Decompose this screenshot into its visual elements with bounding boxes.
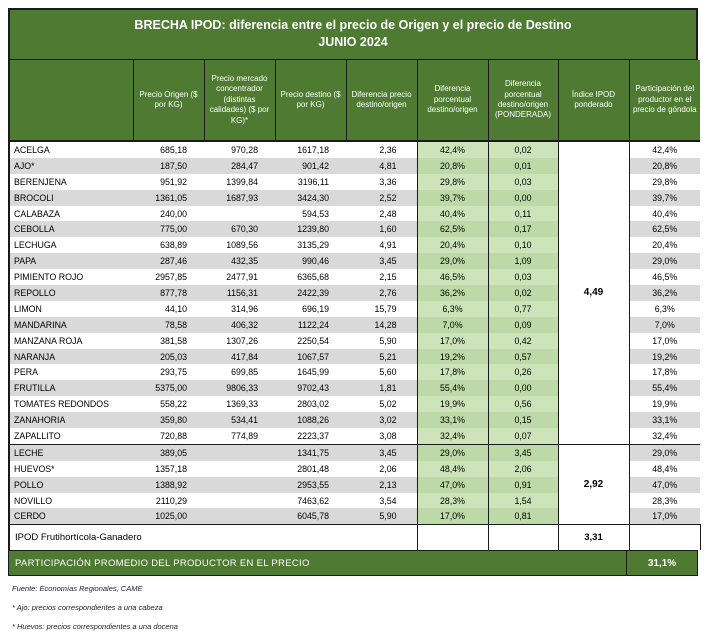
ipod-summary-row bbox=[10, 525, 700, 551]
participacion-cell: 20,4% bbox=[629, 237, 700, 253]
diferencia-ponderada-cell: 0,77 bbox=[488, 301, 558, 317]
diferencia-ponderada-cell: 0,10 bbox=[488, 237, 558, 253]
precio-mercado-cell bbox=[204, 477, 275, 493]
product-name-cell: LECHUGA bbox=[10, 237, 133, 253]
product-name-cell: POLLO bbox=[10, 477, 133, 493]
precio-mercado-cell: 1156,31 bbox=[204, 285, 275, 301]
precio-mercado-cell: 314,96 bbox=[204, 301, 275, 317]
precio-origen-cell: 877,78 bbox=[133, 285, 204, 301]
precio-origen-cell: 287,46 bbox=[133, 253, 204, 269]
table-summary bbox=[10, 525, 700, 551]
diferencia-ponderada-cell: 0,56 bbox=[488, 396, 558, 412]
product-name-cell: AJO* bbox=[10, 158, 133, 174]
participacion-cell: 39,7% bbox=[629, 190, 700, 206]
diferencia-ponderada-cell: 0,91 bbox=[488, 477, 558, 493]
precio-mercado-cell: 970,28 bbox=[204, 141, 275, 158]
precio-mercado-cell: 406,32 bbox=[204, 317, 275, 333]
product-name-cell: LECHE bbox=[10, 444, 133, 460]
diferencia-porcentual-cell: 42,4% bbox=[417, 141, 488, 158]
participacion-cell: 6,3% bbox=[629, 301, 700, 317]
participacion-cell: 19,9% bbox=[629, 396, 700, 412]
precio-destino-cell: 990,46 bbox=[275, 253, 346, 269]
diferencia-porcentual-cell: 36,2% bbox=[417, 285, 488, 301]
precio-origen-cell: 1361,05 bbox=[133, 190, 204, 206]
precio-origen-cell: 2110,29 bbox=[133, 493, 204, 509]
participacion-cell: 29,8% bbox=[629, 174, 700, 190]
diferencia-ponderada-cell: 0,81 bbox=[488, 508, 558, 524]
ipod-ganadero-index: 2,92 bbox=[558, 444, 629, 524]
column-header-3: Precio destino ($ por KG) bbox=[275, 60, 346, 141]
diferencia-porcentual-cell: 6,3% bbox=[417, 301, 488, 317]
diferencia-ponderada-cell: 0,02 bbox=[488, 141, 558, 158]
precio-origen-cell: 381,58 bbox=[133, 333, 204, 349]
diferencia-precio-cell: 2,06 bbox=[346, 461, 417, 477]
product-name-cell: NOVILLO bbox=[10, 493, 133, 509]
diferencia-ponderada-cell: 3,45 bbox=[488, 444, 558, 460]
diferencia-ponderada-cell: 2,06 bbox=[488, 461, 558, 477]
product-name-cell: BROCOLI bbox=[10, 190, 133, 206]
diferencia-ponderada-cell: 0,42 bbox=[488, 333, 558, 349]
diferencia-precio-cell: 2,13 bbox=[346, 477, 417, 493]
product-name-cell: MANZANA ROJA bbox=[10, 333, 133, 349]
precio-origen-cell: 5375,00 bbox=[133, 380, 204, 396]
summary-empty-cell bbox=[417, 525, 488, 551]
diferencia-precio-cell: 5,02 bbox=[346, 396, 417, 412]
precio-mercado-cell: 417,84 bbox=[204, 349, 275, 365]
precio-mercado-cell: 670,30 bbox=[204, 221, 275, 237]
column-header-4: Diferencia precio destino/origen bbox=[346, 60, 417, 141]
diferencia-porcentual-cell: 19,9% bbox=[417, 396, 488, 412]
diferencia-porcentual-cell: 48,4% bbox=[417, 461, 488, 477]
precio-origen-cell: 1025,00 bbox=[133, 508, 204, 524]
footnote-huevos: * Huevos: precios correspondientes a una docena bbox=[12, 622, 178, 631]
product-name-cell: CALABAZA bbox=[10, 206, 133, 222]
diferencia-ponderada-cell: 0,00 bbox=[488, 380, 558, 396]
participacion-cell: 42,4% bbox=[629, 141, 700, 158]
diferencia-ponderada-cell: 0,03 bbox=[488, 174, 558, 190]
participation-value: 31,1% bbox=[626, 551, 697, 575]
price-gap-table bbox=[10, 60, 701, 550]
diferencia-precio-cell: 3,45 bbox=[346, 444, 417, 460]
diferencia-precio-cell: 2,76 bbox=[346, 285, 417, 301]
participacion-cell: 28,3% bbox=[629, 493, 700, 509]
precio-origen-cell: 638,89 bbox=[133, 237, 204, 253]
precio-mercado-cell: 699,85 bbox=[204, 364, 275, 380]
precio-mercado-cell: 2477,91 bbox=[204, 269, 275, 285]
product-name-cell: ZAPALLITO bbox=[10, 428, 133, 444]
diferencia-precio-cell: 2,52 bbox=[346, 190, 417, 206]
precio-destino-cell: 3196,11 bbox=[275, 174, 346, 190]
summary-label: IPOD Frutihortícola-Ganadero bbox=[10, 525, 417, 551]
precio-origen-cell: 359,80 bbox=[133, 412, 204, 428]
diferencia-precio-cell: 3,36 bbox=[346, 174, 417, 190]
precio-mercado-cell: 1307,26 bbox=[204, 333, 275, 349]
diferencia-ponderada-cell: 0,00 bbox=[488, 190, 558, 206]
ipod-report bbox=[8, 8, 698, 552]
precio-destino-cell: 1088,26 bbox=[275, 412, 346, 428]
precio-destino-cell: 1341,75 bbox=[275, 444, 346, 460]
diferencia-ponderada-cell: 0,07 bbox=[488, 428, 558, 444]
diferencia-ponderada-cell: 0,11 bbox=[488, 206, 558, 222]
precio-destino-cell: 901,42 bbox=[275, 158, 346, 174]
precio-origen-cell: 2957,85 bbox=[133, 269, 204, 285]
participacion-cell: 62,5% bbox=[629, 221, 700, 237]
diferencia-precio-cell: 3,54 bbox=[346, 493, 417, 509]
participacion-cell: 17,8% bbox=[629, 364, 700, 380]
participation-label: PARTICIPACIÓN PROMEDIO DEL PRODUCTOR EN EL PRECIO bbox=[15, 557, 310, 569]
precio-destino-cell: 2223,37 bbox=[275, 428, 346, 444]
precio-destino-cell: 2250,54 bbox=[275, 333, 346, 349]
participacion-cell: 33,1% bbox=[629, 412, 700, 428]
diferencia-porcentual-cell: 55,4% bbox=[417, 380, 488, 396]
diferencia-porcentual-cell: 39,7% bbox=[417, 190, 488, 206]
product-name-cell: PERA bbox=[10, 364, 133, 380]
diferencia-precio-cell: 3,02 bbox=[346, 412, 417, 428]
diferencia-porcentual-cell: 19,2% bbox=[417, 349, 488, 365]
participacion-cell: 46,5% bbox=[629, 269, 700, 285]
precio-destino-cell: 3424,30 bbox=[275, 190, 346, 206]
diferencia-porcentual-cell: 29,0% bbox=[417, 444, 488, 460]
ipod-general-index: 3,31 bbox=[558, 525, 629, 551]
diferencia-porcentual-cell: 20,8% bbox=[417, 158, 488, 174]
participacion-cell: 7,0% bbox=[629, 317, 700, 333]
precio-destino-cell: 6365,68 bbox=[275, 269, 346, 285]
participacion-cell: 20,8% bbox=[629, 158, 700, 174]
product-name-cell: NARANJA bbox=[10, 349, 133, 365]
product-name-cell: ACELGA bbox=[10, 141, 133, 158]
diferencia-porcentual-cell: 47,0% bbox=[417, 477, 488, 493]
precio-mercado-cell: 1369,33 bbox=[204, 396, 275, 412]
diferencia-ponderada-cell: 1,09 bbox=[488, 253, 558, 269]
precio-destino-cell: 1122,24 bbox=[275, 317, 346, 333]
precio-origen-cell: 1388,92 bbox=[133, 477, 204, 493]
precio-mercado-cell bbox=[204, 461, 275, 477]
precio-origen-cell: 951,92 bbox=[133, 174, 204, 190]
participacion-cell: 29,0% bbox=[629, 444, 700, 460]
precio-destino-cell: 1645,99 bbox=[275, 364, 346, 380]
diferencia-precio-cell: 2,48 bbox=[346, 206, 417, 222]
precio-mercado-cell bbox=[204, 508, 275, 524]
diferencia-porcentual-cell: 28,3% bbox=[417, 493, 488, 509]
diferencia-precio-cell: 14,28 bbox=[346, 317, 417, 333]
diferencia-porcentual-cell: 17,0% bbox=[417, 333, 488, 349]
diferencia-ponderada-cell: 0,15 bbox=[488, 412, 558, 428]
precio-mercado-cell bbox=[204, 206, 275, 222]
precio-origen-cell: 720,88 bbox=[133, 428, 204, 444]
diferencia-precio-cell: 1,60 bbox=[346, 221, 417, 237]
precio-destino-cell: 6045,78 bbox=[275, 508, 346, 524]
precio-origen-cell: 240,00 bbox=[133, 206, 204, 222]
precio-origen-cell: 44,10 bbox=[133, 301, 204, 317]
table-title bbox=[10, 10, 696, 60]
precio-mercado-cell: 1687,93 bbox=[204, 190, 275, 206]
column-header-7: Índice IPOD ponderado bbox=[558, 60, 629, 141]
precio-destino-cell: 7463,62 bbox=[275, 493, 346, 509]
precio-destino-cell: 1239,80 bbox=[275, 221, 346, 237]
participacion-cell: 36,2% bbox=[629, 285, 700, 301]
diferencia-ponderada-cell: 0,17 bbox=[488, 221, 558, 237]
product-name-cell: BERENJENA bbox=[10, 174, 133, 190]
diferencia-porcentual-cell: 32,4% bbox=[417, 428, 488, 444]
summary-empty-cell bbox=[488, 525, 558, 551]
participacion-cell: 17,0% bbox=[629, 508, 700, 524]
precio-destino-cell: 3135,29 bbox=[275, 237, 346, 253]
title-line-1: BRECHA IPOD: diferencia entre el precio de Origen y el precio de Destino bbox=[134, 18, 572, 33]
product-name-cell: REPOLLO bbox=[10, 285, 133, 301]
diferencia-ponderada-cell: 0,03 bbox=[488, 269, 558, 285]
precio-origen-cell: 78,58 bbox=[133, 317, 204, 333]
title-line-2: JUNIO 2024 bbox=[318, 35, 388, 49]
column-header-1: Precio Origen ($ por KG) bbox=[133, 60, 204, 141]
precio-origen-cell: 1357,18 bbox=[133, 461, 204, 477]
precio-origen-cell: 775,00 bbox=[133, 221, 204, 237]
diferencia-precio-cell: 5,21 bbox=[346, 349, 417, 365]
diferencia-precio-cell: 3,08 bbox=[346, 428, 417, 444]
product-name-cell: CERDO bbox=[10, 508, 133, 524]
summary-empty-cell bbox=[629, 525, 700, 551]
product-name-cell: HUEVOS* bbox=[10, 461, 133, 477]
precio-mercado-cell: 284,47 bbox=[204, 158, 275, 174]
diferencia-ponderada-cell: 0,26 bbox=[488, 364, 558, 380]
footnotes bbox=[12, 584, 178, 635]
diferencia-ponderada-cell: 1,54 bbox=[488, 493, 558, 509]
diferencia-precio-cell: 5,90 bbox=[346, 333, 417, 349]
precio-origen-cell: 685,18 bbox=[133, 141, 204, 158]
table-body bbox=[10, 141, 700, 525]
participacion-cell: 47,0% bbox=[629, 477, 700, 493]
participation-bar bbox=[8, 550, 698, 576]
diferencia-precio-cell: 3,45 bbox=[346, 253, 417, 269]
diferencia-precio-cell: 1,81 bbox=[346, 380, 417, 396]
precio-destino-cell: 1617,18 bbox=[275, 141, 346, 158]
product-name-cell: ZANAHORIA bbox=[10, 412, 133, 428]
header-row bbox=[10, 60, 700, 141]
precio-destino-cell: 594,53 bbox=[275, 206, 346, 222]
diferencia-porcentual-cell: 40,4% bbox=[417, 206, 488, 222]
precio-mercado-cell bbox=[204, 444, 275, 460]
diferencia-precio-cell: 2,15 bbox=[346, 269, 417, 285]
precio-destino-cell: 696,19 bbox=[275, 301, 346, 317]
column-header-8: Participación del productor en el precio de góndola bbox=[629, 60, 700, 141]
product-name-cell: TOMATES REDONDOS bbox=[10, 396, 133, 412]
ipod-frutihorticola-index: 4,49 bbox=[558, 141, 629, 444]
precio-origen-cell: 205,03 bbox=[133, 349, 204, 365]
precio-mercado-cell: 1089,56 bbox=[204, 237, 275, 253]
precio-destino-cell: 2422,39 bbox=[275, 285, 346, 301]
diferencia-porcentual-cell: 20,4% bbox=[417, 237, 488, 253]
precio-origen-cell: 293,75 bbox=[133, 364, 204, 380]
diferencia-porcentual-cell: 29,0% bbox=[417, 253, 488, 269]
precio-destino-cell: 9702,43 bbox=[275, 380, 346, 396]
precio-origen-cell: 558,22 bbox=[133, 396, 204, 412]
precio-mercado-cell: 9806,33 bbox=[204, 380, 275, 396]
precio-destino-cell: 2953,55 bbox=[275, 477, 346, 493]
product-name-cell: FRUTILLA bbox=[10, 380, 133, 396]
precio-mercado-cell: 534,41 bbox=[204, 412, 275, 428]
diferencia-porcentual-cell: 62,5% bbox=[417, 221, 488, 237]
product-name-cell: PIMIENTO ROJO bbox=[10, 269, 133, 285]
precio-destino-cell: 2801,48 bbox=[275, 461, 346, 477]
precio-mercado-cell: 432,35 bbox=[204, 253, 275, 269]
diferencia-porcentual-cell: 17,8% bbox=[417, 364, 488, 380]
participacion-cell: 48,4% bbox=[629, 461, 700, 477]
diferencia-precio-cell: 5,60 bbox=[346, 364, 417, 380]
precio-destino-cell: 2803,02 bbox=[275, 396, 346, 412]
diferencia-precio-cell: 4,91 bbox=[346, 237, 417, 253]
product-name-cell: PAPA bbox=[10, 253, 133, 269]
diferencia-ponderada-cell: 0,09 bbox=[488, 317, 558, 333]
diferencia-porcentual-cell: 33,1% bbox=[417, 412, 488, 428]
column-header-0 bbox=[10, 60, 133, 141]
footnote-ajo: * Ajo: precios correspondientes a una cabeza bbox=[12, 603, 163, 612]
column-header-6: Diferencia porcentual destino/origen (PONDERADA) bbox=[488, 60, 558, 141]
diferencia-precio-cell: 4,81 bbox=[346, 158, 417, 174]
precio-origen-cell: 389,05 bbox=[133, 444, 204, 460]
participacion-cell: 29,0% bbox=[629, 253, 700, 269]
diferencia-ponderada-cell: 0,57 bbox=[488, 349, 558, 365]
product-name-cell: CEBOLLA bbox=[10, 221, 133, 237]
table-row bbox=[10, 141, 700, 158]
participacion-cell: 17,0% bbox=[629, 333, 700, 349]
table-row bbox=[10, 444, 700, 460]
participacion-cell: 55,4% bbox=[629, 380, 700, 396]
footnote-source: Fuente: Economías Regionales, CAME bbox=[12, 584, 143, 593]
diferencia-precio-cell: 5,90 bbox=[346, 508, 417, 524]
diferencia-precio-cell: 15,79 bbox=[346, 301, 417, 317]
product-name-cell: LIMON bbox=[10, 301, 133, 317]
precio-origen-cell: 187,50 bbox=[133, 158, 204, 174]
product-name-cell: MANDARINA bbox=[10, 317, 133, 333]
diferencia-porcentual-cell: 29,8% bbox=[417, 174, 488, 190]
participacion-cell: 40,4% bbox=[629, 206, 700, 222]
precio-destino-cell: 1067,57 bbox=[275, 349, 346, 365]
diferencia-ponderada-cell: 0,01 bbox=[488, 158, 558, 174]
table-header bbox=[10, 60, 700, 141]
column-header-2: Precio mercado concentrador (distintas calidades) ($ por KG)* bbox=[204, 60, 275, 141]
diferencia-porcentual-cell: 17,0% bbox=[417, 508, 488, 524]
precio-mercado-cell bbox=[204, 493, 275, 509]
diferencia-porcentual-cell: 46,5% bbox=[417, 269, 488, 285]
diferencia-precio-cell: 2,36 bbox=[346, 141, 417, 158]
diferencia-ponderada-cell: 0,02 bbox=[488, 285, 558, 301]
diferencia-porcentual-cell: 7,0% bbox=[417, 317, 488, 333]
column-header-5: Diferencia porcentual destino/origen bbox=[417, 60, 488, 141]
participacion-cell: 19,2% bbox=[629, 349, 700, 365]
participacion-cell: 32,4% bbox=[629, 428, 700, 444]
precio-mercado-cell: 774,89 bbox=[204, 428, 275, 444]
precio-mercado-cell: 1399,84 bbox=[204, 174, 275, 190]
